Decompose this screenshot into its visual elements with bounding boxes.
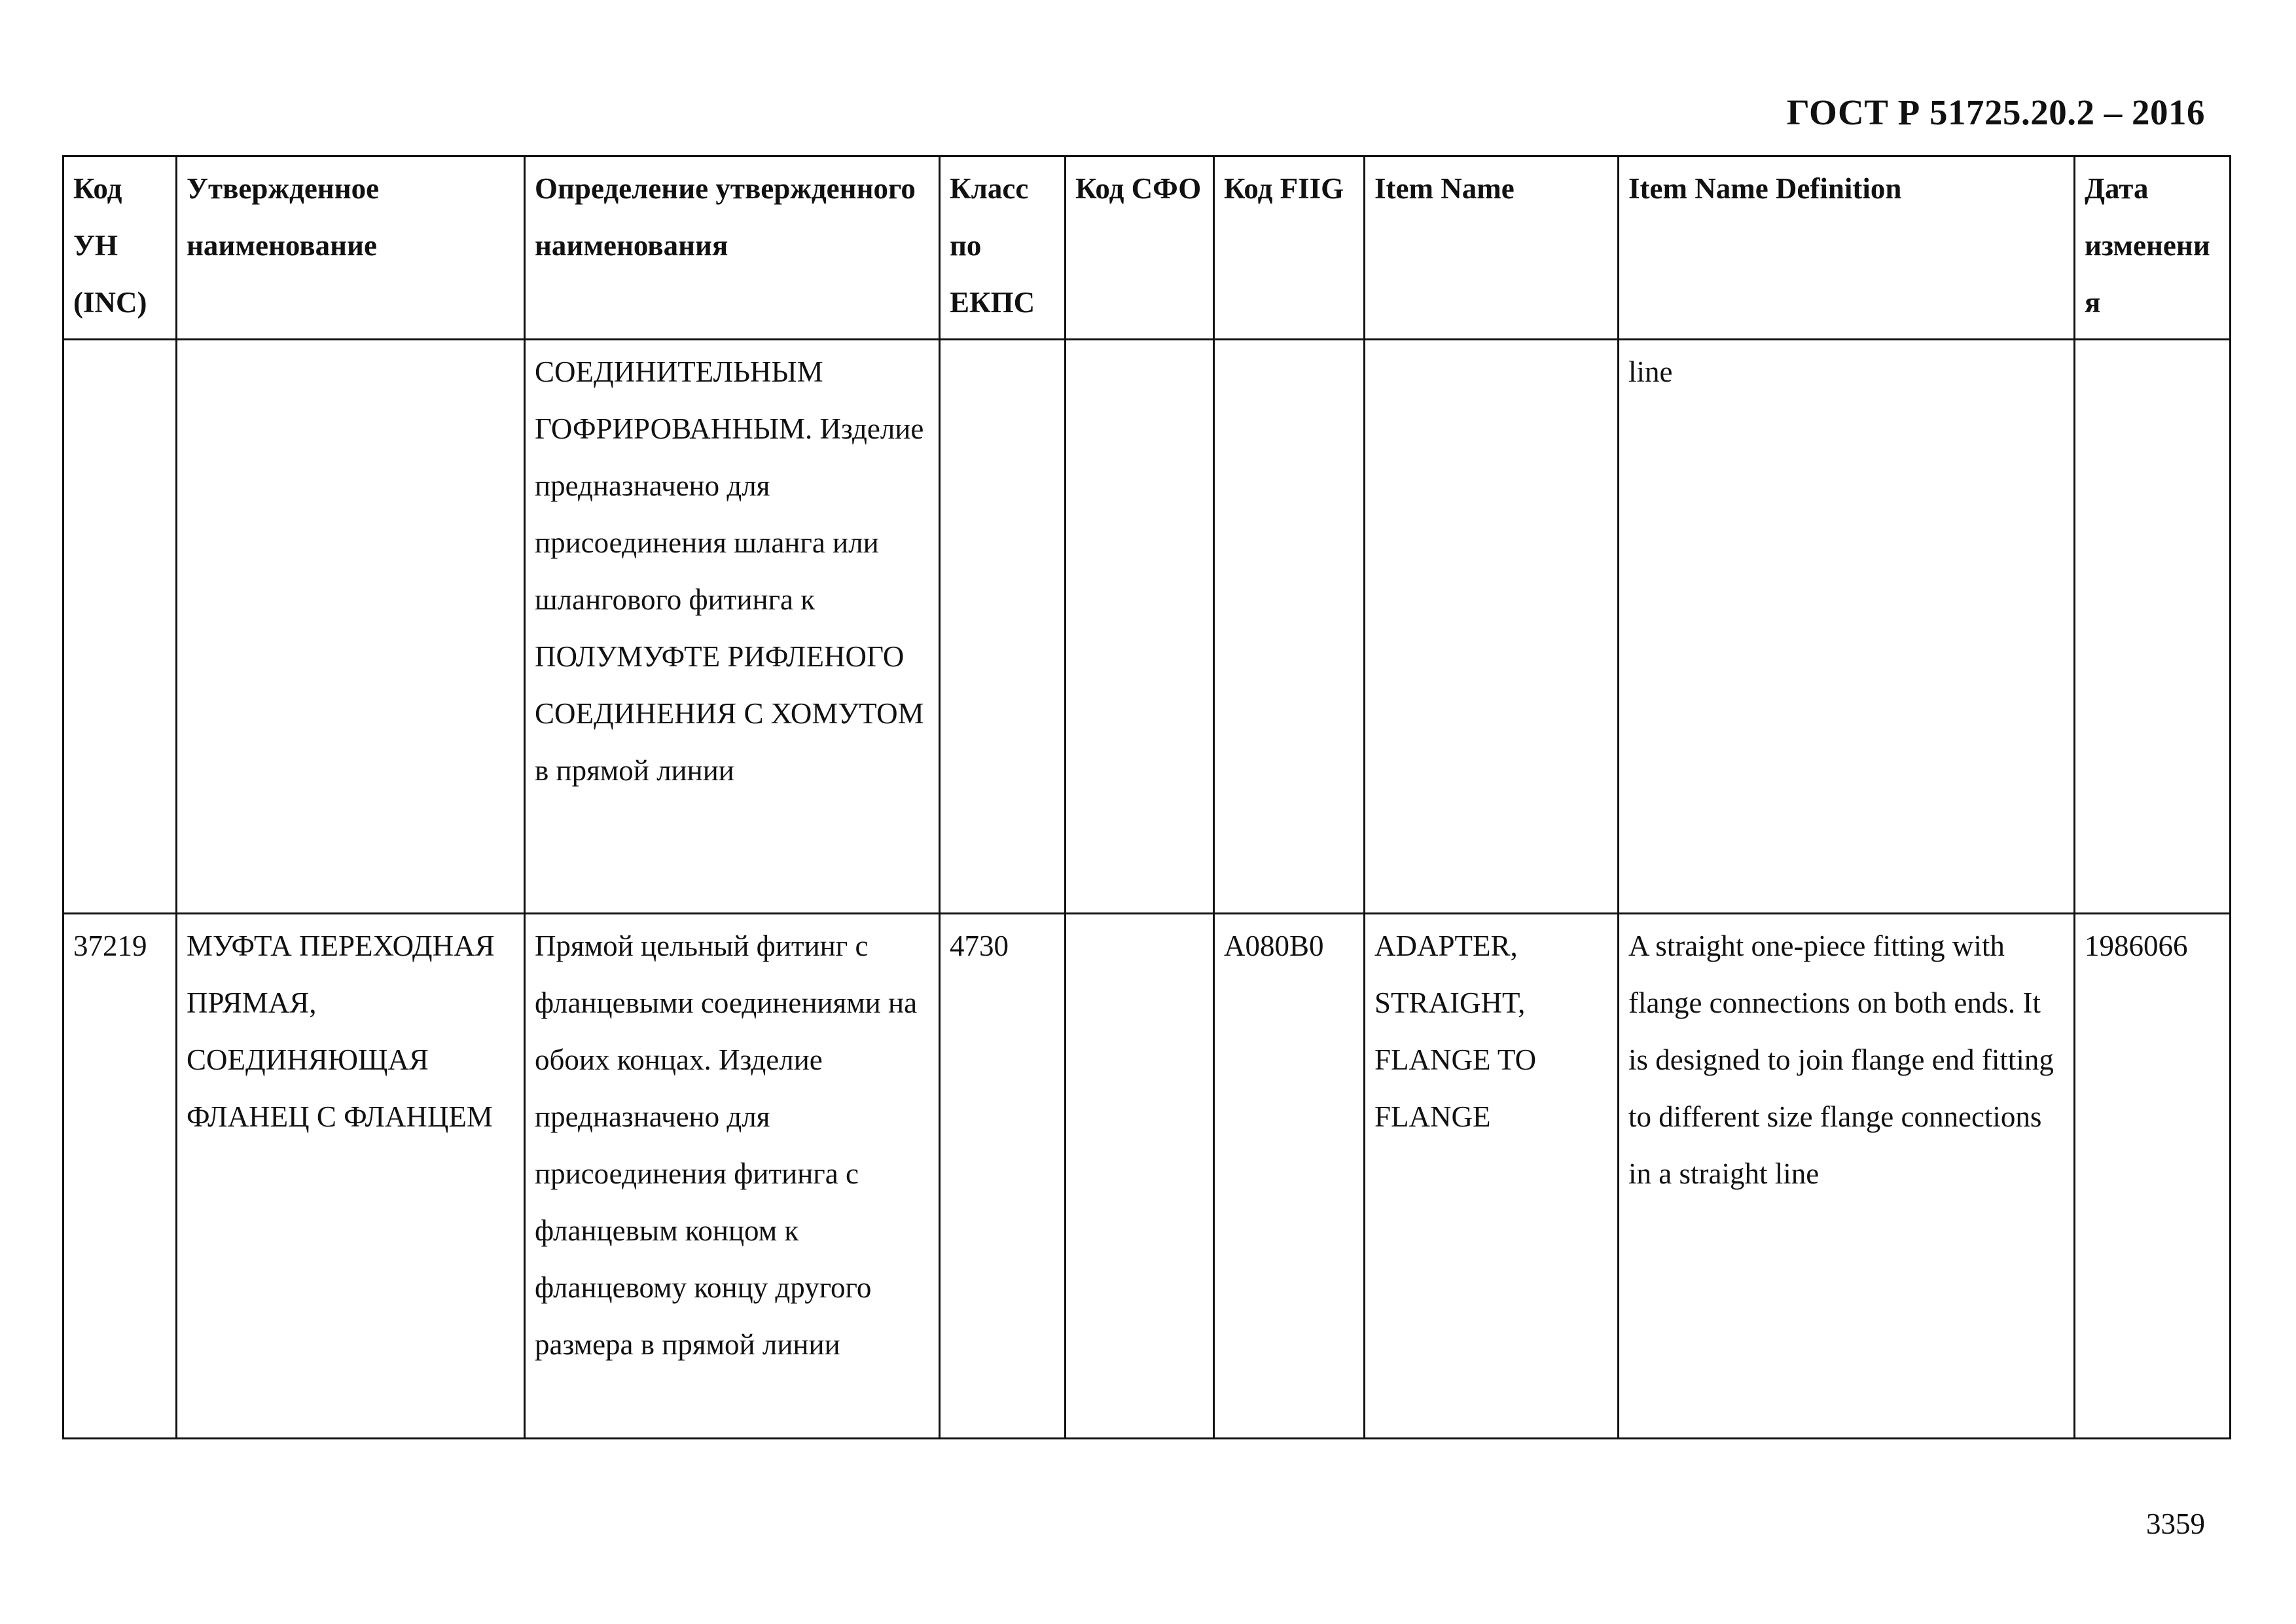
cell-sfo [1066,914,1214,1439]
cell-sfo [1066,340,1214,914]
column-header-change-date: Дата изменения [2075,156,2231,340]
cell-change-date [2075,340,2231,914]
table-row [63,340,2231,914]
cell-fiig [1214,340,1365,914]
cell-inc [63,340,177,914]
cell-item-name-definition: line [1619,340,2075,914]
cell-class: 4730 [940,914,1066,1439]
cell-approved-name: МУФТА ПЕРЕХОДНАЯ ПРЯМАЯ, СОЕДИНЯЮЩАЯ ФЛАНЕЦ С ФЛАНЦЕМ [177,914,525,1439]
column-header-definition: Определение утвержденного наименования [525,156,940,340]
page-number: 3359 [2146,1507,2205,1540]
cell-class [940,340,1066,914]
cell-definition: Прямой цельный фитинг с фланцевыми соединениями на обоих концах. Изделие предназначено для присоединения фитинга с фланцевым концом к фланцевому концу другого размера в прямой линии [525,914,940,1439]
cell-fiig: A080B0 [1214,914,1365,1439]
document-title: ГОСТ Р 51725.20.2 – 2016 [1786,92,2205,132]
cell-item-name [1365,340,1619,914]
cell-item-name: ADAPTER, STRAIGHT, FLANGE TO FLANGE [1365,914,1619,1439]
column-header-fiig: Код FIIG [1214,156,1365,340]
cell-inc: 37219 [63,914,177,1439]
classification-table [62,155,2231,1439]
column-header-item-name-definition: Item Name Definition [1619,156,2075,340]
table-header-row [63,156,2231,340]
column-header-sfo: Код СФО [1066,156,1214,340]
column-header-inc: Код УН (INC) [63,156,177,340]
column-header-approved-name: Утвержденное наименование [177,156,525,340]
cell-definition: СОЕДИНИТЕЛЬНЫМ ГОФРИРОВАННЫМ. Изделие предназначено для присоединения шланга или шлангового фитинга к ПОЛУМУФТЕ РИФЛЕНОГО СОЕДИНЕНИЯ С ХОМУТОМ в прямой линии [525,340,940,914]
cell-item-name-definition: A straight one-piece fitting with flange connections on both ends. It is designed to join flange end fitting to different size flange connections in a straight line [1619,914,2075,1439]
table-row [63,914,2231,1439]
cell-approved-name [177,340,525,914]
column-header-item-name: Item Name [1365,156,1619,340]
column-header-class: Класс по ЕКПС [940,156,1066,340]
cell-change-date: 1986066 [2075,914,2231,1439]
